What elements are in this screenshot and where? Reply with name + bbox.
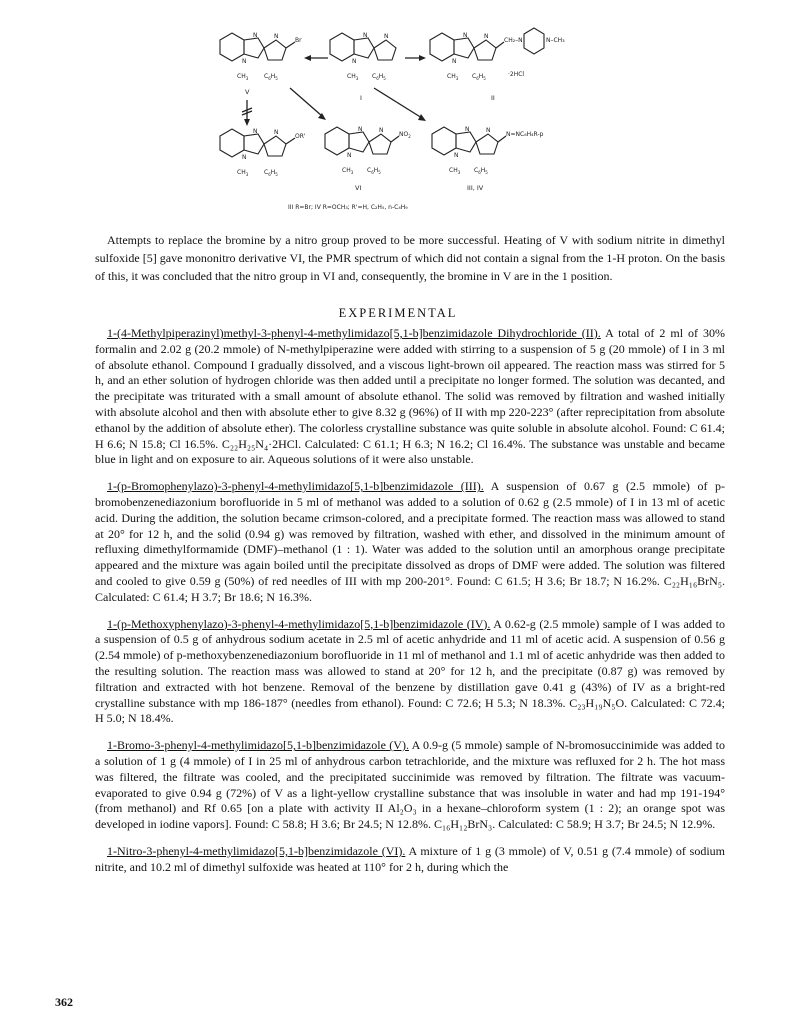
procedure-iii <box>95 479 725 605</box>
compound-name: 1-(4-Methylpiperazinyl)methyl-3-phenyl-4-methylimidazo[5,1-b]benzimidazole Dihydrochloride (II). <box>107 326 601 340</box>
scheme-footnote: III R=Br; IV R=OCH₃; R'=H, C₂H₅, n-C₄H₉ <box>288 204 408 211</box>
procedure-v <box>95 738 725 833</box>
compound-or-structure <box>220 128 306 177</box>
compound-ii-structure <box>430 28 565 81</box>
svg-text:C6H5: $C_6H_5$ <box>474 167 488 175</box>
procedure-text: A suspension of 0.67 g (2.5 mmole) of p-bromobenzenediazonium borofluoride in 5 ml of methanol was added to a solution of 0.62 g (2.5 mmole) of I in 13 ml of acetic acid. During the addition, the solution became crimson-colored, and a precipitate formed. The reaction mass was allowed to stand at 20° for 12 h, and the solid (0.94 g) was removed by filtration, washed with ether, and dissolved in the minimum amount of refluxing dimethylformamide (DMF)–methanol (1 : 1). Water was added to the solution until an amorphous orange precipitate appeared and the mixture was again boiled until the precipitate dissolved as drops of DMF were added. The solution was filtered and cooled to give 0.59 g (50%) of red needles of III with mp 200-201°. Found: C 61.5; H 3.6; Br 18.7; N 16.2%. C₂₂H₁₆BrN₅. Calculated: C 61.4; H 3.7; Br 18.6; N 16.3%. <box>95 479 725 604</box>
procedure-text: A 0.9-g (5 mmole) sample of N-bromosuccinimide was added to a solution of 1 g (4 mmole) of I in 25 ml of anhydrous carbon tetrachloride, and the mixture was refluxed for 2 h. The hot mass was filtered, the filtrate was cooled, and the precipitated succinimide was removed by filtration. The filtrate was vacuum-evaporated to give 0.94 g (72%) of V as a light-yellow crystalline substance that was insoluble in water and had mp 191-194° (from methanol) and Rf 0.65 [on a plate with activity II Al₂O₃ in a hexane–chloroform system (1 : 2); an orange spot was developed in iodine vapors]. Found: C 58.8; H 3.6; Br 24.5; N 12.8%. C₁₆H₁₂BrN₃. Calculated: C 58.9; H 3.7; Br 24.5; N 12.9%. <box>95 738 725 832</box>
svg-text:OR': OR' <box>295 133 306 140</box>
svg-text:·2HCl: ·2HCl <box>508 71 525 78</box>
svg-text:N–CH₃: N–CH₃ <box>546 37 565 44</box>
svg-text:N=NC₆H₄R-p: N=NC₆H₄R-p <box>506 131 544 138</box>
intro-paragraph <box>95 231 725 285</box>
svg-text:C6H5: $C_6H_5$ <box>372 73 386 81</box>
svg-text:CH3: $CH_3$ <box>342 167 354 175</box>
section-heading: EXPERIMENTAL <box>338 306 458 320</box>
compound-name: 1-Nitro-3-phenyl-4-methylimidazo[5,1-b]benzimidazole (VI). <box>107 843 406 858</box>
procedure-iv <box>95 617 725 728</box>
procedure-text: A 0.62-g (2.5 mmole) sample of I was added to a suspension of 0.5 g of anhydrous sodium acetate in 2.5 ml of acetic anhydride and 11 ml of acetic acid. A suspension of 0.56 g (2.54 mmole) of p-methoxybenzenediazonium borofluoride in 11 ml of methanol and 1.1 ml of acetic anhydride was then added to the resulting solution. The reaction mass was allowed to stand at 20° for 12 h, and the precipitate (0.87 g) was removed by filtration and extracted with hot benzene. Removal of the benzene by distillation gave 0.41 g (43%) of IV as a bright-red crystalline substance with mp 186-187° (needles from ethanol). Found: C 72.6; H 5.3; N 18.3%. C₂₃H₁₉N₅O. Calculated: C 72.4; H 5.0; N 18.4%. <box>95 616 726 726</box>
compound-name: 1-(p-Bromophenylazo)-3-phenyl-4-methylimidazo[5,1-b]benzimidazole (III). <box>107 479 484 494</box>
svg-text:C6H5: $C_6H_5$ <box>472 73 486 81</box>
svg-text:CH₂–N: CH₂–N <box>504 37 523 44</box>
label-br: Br <box>295 37 302 44</box>
procedure-text: A mixture of 1 g (3 mmole) of V, 0.51 g (7.4 mmole) of sodium nitrite, and 10.2 ml of dimethyl sulfoxide was heated at 110° for 2 h, during which the <box>95 843 726 874</box>
compound-vi-structure <box>325 126 411 175</box>
label-iii-iv: III, IV <box>467 184 484 192</box>
svg-text:CH3: $CH_3$ <box>237 169 249 177</box>
compound-name: 1-(p-Methoxyphenylazo)-3-phenyl-4-methylimidazo[5,1-b]benzimidazole (IV). <box>107 616 491 631</box>
intro-text: Attempts to replace the bromine by a nitro group proved to be more successful. Heating of V with sodium nitrite in dimethyl sulfoxide [5] gave mononitro derivative VI, the PMR spectrum of which did not contain a signal from the 1-H proton. On the basis of this, it was concluded that the nitro group in VI and, consequently, the bromine in V are in the 1 position. <box>95 233 725 283</box>
compound-i-structure <box>330 32 396 81</box>
label-i: I <box>360 94 362 102</box>
experimental-body <box>95 326 725 887</box>
label-ii: II <box>491 94 495 102</box>
procedure-vi <box>95 844 725 876</box>
svg-text:C6H5: $C_6H_5$ <box>264 169 278 177</box>
page-number: 362 <box>55 995 73 1009</box>
scheme-svg: N N N Br $CH_3$ $C_6H_5$ $CH_3$ $C_6H_5$ CH₂–N N–CH₃ $CH_3$ $C_6H_5$ ·2HCl V I II OR' $CH_3$ $C_6H_5$ $NO_2$ $CH_3$ $C_6H_5$ N=NC₆H₄R-p $CH_3$ $C_6H_5$ VI III, IV III R=Br; IV R=OCH₃; R'=H, C₂H₅, n-C₄H₉ <box>222 22 565 211</box>
reaction-scheme <box>200 20 600 220</box>
procedure-text: A total of 2 ml of 30% formalin and 2.02 g (20.2 mmole) of N-methylpiperazine were added with stirring to a suspension of 5 g (20 mmole) of I in 3 ml of absolute ethanol. Compound I gradually dissolved, and a viscous light-brown oil appeared. The reaction mass was stirred for 5 h, and an ether solution of hydrogen chloride was then added until a precipitate no longer formed. The solution was decanted, and the precipitate was triturated with a small amount of absolute ethanol. The solid was removed by filtration and washed initially with absolute alcohol and then with absolute ether to give 8.32 g (96%) of II with mp 220-223° (after reprecipitation from absolute ethanol by the addition of absolute ether). The colorless crystalline substance was quite soluble in absolute alcohol. Found: C 61.4; H 6.6; N 15.8; Cl 16.5%. C₂₂H₂₅N₄·2HCl. Calculated: C 61.1; H 6.3; N 16.2; Cl 16.4%. The substance was unstable and became blue in light and on exposure to air. Aqueous solutions of it were also unstable. <box>95 326 725 467</box>
svg-text:CH3: $CH_3$ <box>449 167 461 175</box>
compound-name: 1-Bromo-3-phenyl-4-methylimidazo[5,1-b]benzimidazole (V). <box>107 738 409 753</box>
svg-text:C6H5: $C_6H_5$ <box>264 73 278 81</box>
procedure-ii <box>95 326 725 468</box>
label-vi: VI <box>355 184 362 192</box>
svg-text:CH3: $CH_3$ <box>447 73 459 81</box>
svg-text:CH3: $CH_3$ <box>347 73 359 81</box>
svg-text:C6H5: $C_6H_5$ <box>367 167 381 175</box>
compound-iii-iv-structure <box>432 126 544 175</box>
svg-text:CH3: $CH_3$ <box>237 73 249 81</box>
compound-v-structure <box>220 32 302 81</box>
label-v: V <box>245 88 250 96</box>
svg-text:NO2: $NO_2$ <box>399 131 411 139</box>
